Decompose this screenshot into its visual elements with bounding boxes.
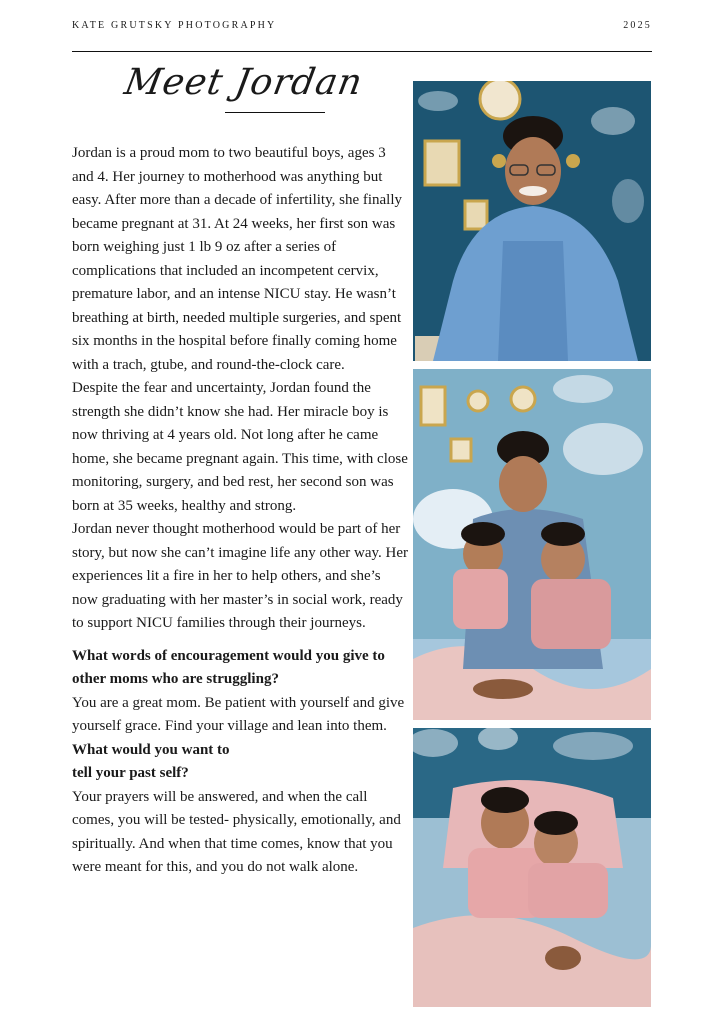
answer-text: Your prayers will be answered, and when the call comes, you will be tested- physically, emotionally, and spiritually. And when that time comes, know that you were meant for this, and you do not walk alone. (72, 788, 401, 875)
question-heading: What words of encouragement would you give to other moms who are struggling? (72, 647, 385, 687)
page-title: Meet Jordan (121, 62, 367, 103)
year: 2025 (623, 20, 652, 31)
story-paragraph: Jordan never thought motherhood would be part of her story, but now she can’t imagine life any other way. Her experiences lit a fire in her to help others, and she’s now graduating with her master’s in social work, ready to support NICU families through their journeys. (72, 521, 409, 631)
sons-photo (413, 728, 651, 1007)
answer-text: You are a great mom. Be patient with yourself and give yourself grace. Find your village and lean into them. (72, 694, 405, 734)
portrait-photo (413, 81, 651, 361)
question-heading: What would you want to tell your past self? (72, 741, 230, 781)
page-header (72, 20, 652, 31)
story-paragraph: Despite the fear and uncertainty, Jordan found the strength she didn’t know she had. Her miracle boy is now thriving at 4 years old. Not long after he came home, she became pregnant again. This time, with close monitoring, surgery, and bed rest, her second son was born at 35 weeks, healthy and strong. (72, 380, 408, 514)
story-column (72, 142, 408, 880)
header-divider (72, 51, 652, 52)
title-flourish (225, 112, 325, 113)
story-paragraph: Jordan is a proud mom to two beautiful boys, ages 3 and 4. Her journey to motherhood was anything but easy. After more than a decade of infertility, she finally became pregnant at 31. At 24 weeks, her first son was born weighing just 1 lb 9 oz after a series of complications that included an incompetent cervix, premature labor, and an intense NICU stay. He wasn’t breathing at birth, needed multiple surgeries, and spent six months in the hospital before finally coming home with a trach, gtube, and round-the-clock care. (72, 145, 403, 373)
family-photo (413, 369, 651, 720)
brand-name: KATE GRUTSKY PHOTOGRAPHY (72, 20, 277, 31)
